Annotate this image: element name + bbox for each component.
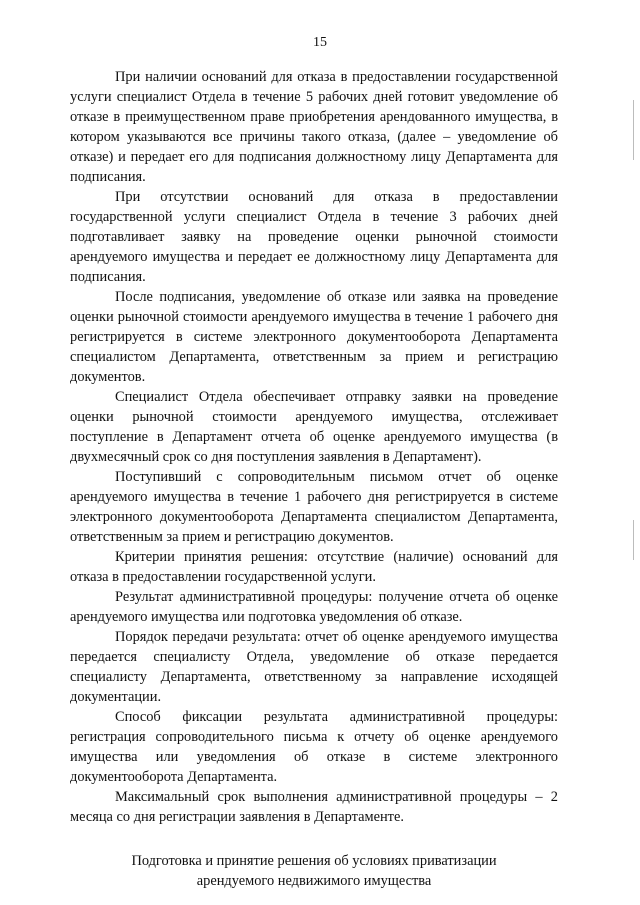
section-heading bbox=[70, 851, 558, 891]
section-heading-line-1: Подготовка и принятие решения об условиях приватизации bbox=[131, 853, 497, 869]
document-body bbox=[70, 67, 558, 891]
paragraph-registration: После подписания, уведомление об отказе или заявка на проведение оценки рыночной стоимости арендуемого имущества в течение 1 рабочего дня регистрируется в системе электронного документооборота Департамента специалистом Департамента, ответственным за прием и регистрацию документов. bbox=[70, 289, 558, 385]
paragraph-procedure-result: Результат административной процедуры: получение отчета об оценке арендуемого имущества или подготовка уведомления об отказе. bbox=[70, 589, 558, 625]
scan-edge-mark bbox=[633, 100, 634, 160]
paragraph-result-fixation: Способ фиксации результата административной процедуры: регистрация сопроводительного письма к отчету об оценке арендуемого имущества или уведомления об отказе в системе электронного документооборота Департамента. bbox=[70, 709, 558, 785]
paragraph-decision-criteria: Критерии принятия решения: отсутствие (наличие) оснований для отказа в предоставлении государственной услуги. bbox=[70, 549, 558, 585]
paragraph-max-duration: Максимальный срок выполнения административной процедуры – 2 месяца со дня регистрации заявления в Департаменте. bbox=[70, 789, 558, 825]
scan-edge-mark bbox=[633, 520, 634, 560]
paragraph-sending-request: Специалист Отдела обеспечивает отправку заявки на проведение оценки рыночной стоимости арендуемого имущества, отслеживает поступление в Департамент отчета об оценке арендуемого имущества (в двухмесячный срок со дня поступления заявления в Департамент). bbox=[70, 389, 558, 465]
paragraph-result-transfer: Порядок передачи результата: отчет об оценке арендуемого имущества передается специалисту Отдела, уведомление об отказе передается специалисту Департамента, ответственному за направление исходящей документации. bbox=[70, 629, 558, 705]
paragraph-valuation-request: При отсутствии оснований для отказа в предоставлении государственной услуги специалист Отдела в течение 3 рабочих дней подготавливает заявку на проведение оценки рыночной стоимости арендуемого имущества и передает ее должностному лицу Департамента для подписания. bbox=[70, 189, 558, 285]
paragraph-refusal-notice: При наличии оснований для отказа в предоставлении государственной услуги специалист Отдела в течение 5 рабочих дней готовит уведомление об отказе в преимущественном праве приобретения арендованного имущества, в котором указываются все причины такого отказа, (далее – уведомление об отказе) и передает его для подписания должностному лицу Департамента для подписания. bbox=[70, 69, 558, 185]
paragraph-report-registration: Поступивший с сопроводительным письмом отчет об оценке арендуемого имущества в течение 1 рабочего дня регистрируется в системе электронного документооборота Департамента специалистом Департамента, ответственным за прием и регистрацию документов. bbox=[70, 469, 558, 545]
section-heading-line-2: арендуемого недвижимого имущества bbox=[196, 873, 432, 889]
page-number: 15 bbox=[313, 35, 327, 50]
